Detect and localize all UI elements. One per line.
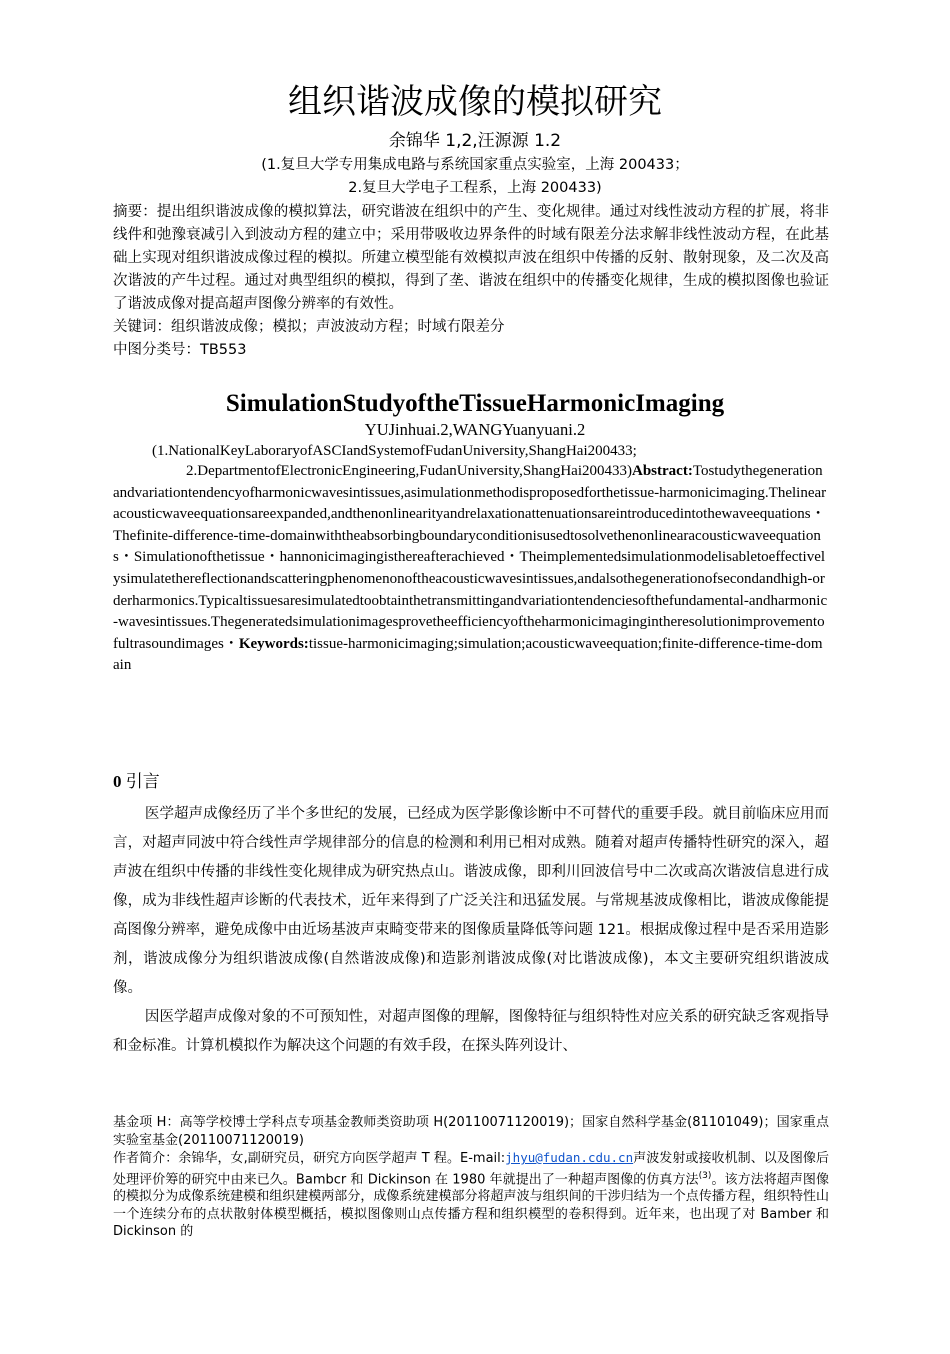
abstract-en-section — [113, 461, 829, 677]
section-number: 0 — [113, 772, 122, 791]
affiliation-en-1: (1.NationalKeyLaboraryofASCIandSystemofFudanUniversity,ShangHai200433; — [152, 443, 637, 459]
authors-cn: 余锦华 1,2,汪源源 1.2 — [388, 131, 562, 151]
affiliation-cn-1: (1.复旦大学专用集成电路与系统国家重点实验室，上海 200433； — [261, 157, 689, 173]
abstract-cn: 摘要：提出组织谐波成像的模拟算法，研究谐波在组织中的产生、变化规律。通过对线性波动方程的扩展，将非线件和弛豫衰减引入到波动方程的建立中；采用带吸收边界条件的时域有限差分法求解非线性波动方程，在此基础上实现对组织谐波成像过程的模拟。所建立模型能有效模拟声波在组织中传播的反射、散射现象，及二次及高次谐波的产牛过程。通过对典型组织的模拟，得到了垄、谐波在组织中的传播变化规律，生成的模拟图像也验证了谐波成像对提高超声图像分辨率的有效性。 — [113, 204, 829, 312]
intro-paragraph-1: 医学超声成像经历了半个多世纪的发展，已经成为医学影像诊断中不可替代的重要手段。就目前临床应用而言，对超声同波中符合线性声学规律部分的信息的检测和利用已相对成熟。随着对超声传播特性研究的深入，超声波在组织中传播的非线性变化规律成为研究热点山。谐波成像，即利川回波信号中二次或高次谐波信息进行成像，成为非线性超声诊断的代表技术，近年来得到了广泛关注和迅猛发展。与常规基波成像相比，谐波成像能提高图像分辨率，避免成像中由近场基波声束畸变带来的图像质量降低等问题 121。根据成像过程中是否采用造影剂，谐波成像分为组织谐波成像(自然谐波成像)和造影剂谐波成像(对比谐波成像)，本文主要研究组织谐波成像。 — [113, 806, 829, 996]
keywords-en-label: Keywords: — [238, 635, 309, 652]
author-bio-text: 作者简介：余锦华，女,副研究员，研究方向医学超声 T 程。E-mail: — [113, 1151, 506, 1166]
footnote — [113, 1114, 829, 1241]
classification-cn: 中图分类号：TB553 — [113, 342, 247, 358]
authors-en: YUJinhuai.2,WANGYuanyuani.2 — [364, 420, 586, 439]
keywords-cn: 关键词：组织谐波成像；模拟；声波波动方程；时域冇限差分 — [113, 319, 505, 335]
keywords-en: tissue-harmonicimaging;simulation;acousticwaveequation;finite-difference-time-domain — [113, 635, 823, 674]
section-heading — [113, 770, 160, 794]
paper-title-en: SimulationStudyoftheTissueHarmonicImaging — [225, 390, 725, 417]
email-link[interactable]: jhyu@fudan.cdu.cn — [505, 1150, 634, 1165]
continued-text-2: 。该方法将超声图像的模拟分为成像系统建模和组织建模两部分，成像系统建模部分将超声波与组织间的干涉归结为一个点传播方程，组织特性山一个连续分布的点状散射体模型概括，模拟图像则山点传播方程和组织模型的卷积得到。近年来，也出现了对 Bamber 和 Dickinson 的 — [113, 1171, 829, 1240]
author-bio — [113, 1149, 829, 1241]
affiliation-cn-2: 2.复旦大学电子工程系，上海 200433) — [348, 180, 602, 196]
intro-paragraph-2: 因医学超声成像对象的不可预知性，对超声图像的理解，图像特征与组织特性对应关系的研究缺乏客观指导和金标准。计算机模拟作为解决这个问题的有效手段，在探头阵列设计、 — [113, 1009, 829, 1054]
intro-body — [113, 800, 829, 1061]
paper-title-cn: 组织谐波成像的模拟研究 — [288, 82, 662, 122]
abstract-cn-section — [113, 201, 829, 362]
funding-note: 基金项 H：高等学校博士学科点专项基金教师类资助项 H(20110071120019)；国家自然科学基金(81101049)；国家重点实验室基金(20110071120019) — [113, 1115, 829, 1148]
abstract-en: Tostudythegenerationandvariationtendencyofharmonicwavesintissues,asimulationmethodisproposedforthetissue-harmonicimaging.Thelinearacousticwaveequationsareexpanded,andthenonlinearityandrelaxationattenuationsareintroducedintothewaveequations・Thefinite-difference-time-domainwiththeabsorbingboundaryconditionisusedtosolvethenonlinearacousticwaveequations・Simulationofthetissue・hannonicimagingisthereafterachieved・Theimplementedsimulationmodelisabletoeffectivelysimulatethereflectionandscatteringphenomenonoftheacousticwavesintissues,andalsothegenerationofsecondandhigh-orderharmonics.Typicaltissuesaresimulatedtoobtainthetransmittingandvariationtendenciesofthefundamental-andharmonic-wavesintissues.Thegeneratedsimulationimagesprovetheefficiencyoftheharmonicimagingintheresolutionimprovementofultrasoundimages・ — [113, 463, 828, 652]
reference-marker: (3) — [698, 1170, 712, 1181]
abstract-en-label: Abstract: — [632, 463, 693, 479]
continued-text-1: 声波发射或接收机制、以及图像后处理评价筹的研究中由来已久。Bambcr 和 Dickinson 在 1980 年就提出了一种超声图像的仿真方法 — [113, 1151, 829, 1187]
affiliation-en-2: 2.DepartmentofElectronicEngineering,FudanUniversity,ShangHai200433) — [186, 463, 632, 479]
section-title: 引言 — [125, 772, 160, 792]
